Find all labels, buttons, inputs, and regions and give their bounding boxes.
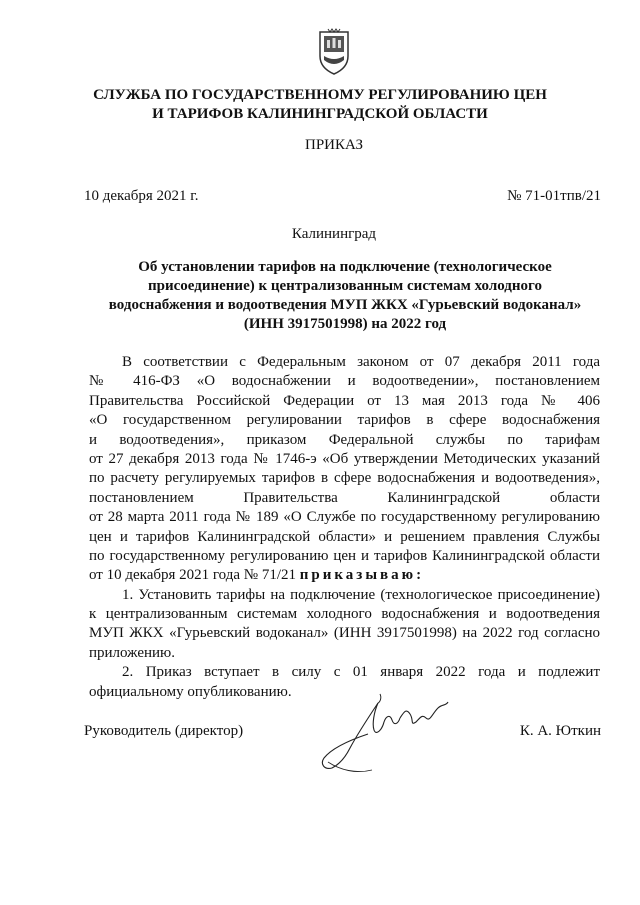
order-verb: приказываю: <box>299 567 425 584</box>
document-date: 10 декабря 2021 г. <box>84 188 199 204</box>
body-line-7: по расчету регулируемых тарифов в сфере водоснабжения и водоотведения», <box>89 470 600 487</box>
title-line-4: (ИНН 3917501998) на 2022 год <box>243 316 447 332</box>
signer-position: Руководитель (директор) <box>84 723 244 739</box>
body-line-4: «О государственном регулировании тарифов в сфере водоснабжения <box>89 412 600 429</box>
body-line-10: цен и тарифов Калининградской области» и решением правления Службы <box>89 528 600 545</box>
body-line-11: по государственному регулированию цен и тарифов Калининградской области <box>89 547 600 564</box>
signer-name: К. А. Юткин <box>519 723 601 739</box>
body-line-9: от 28 марта 2011 года № 189 «О Службе по государственному регулированию <box>89 509 600 526</box>
signature-image <box>310 678 460 788</box>
body-line-6: от 27 декабря 2013 года № 1746-э «Об утверждении Методических указаний <box>89 450 600 467</box>
title-line-2: присоединение) к централизованным системам холодного <box>148 278 542 294</box>
document-title <box>90 258 600 334</box>
clause-1-line-1: 1. Установить тарифы на подключение (технологическое присоединение) <box>122 586 600 603</box>
document-body <box>89 353 600 702</box>
clause-1-line-2: к централизованным системам холодного водоснабжения и водоотведения <box>89 606 600 623</box>
clause-2-line-2: официальному опубликованию. <box>89 683 292 700</box>
body-line-3: Правительства Российской Федерации от 13 мая 2013 года № 406 <box>89 392 600 409</box>
document-number: № 71-01тпв/21 <box>507 188 601 204</box>
document-type: ПРИКАЗ <box>305 137 363 153</box>
document-city: Калининград <box>291 226 377 242</box>
issuer-header <box>60 86 580 124</box>
title-line-3: водоснабжения и водоотведения МУП ЖКХ «Гурьевский водоканал» <box>108 297 582 313</box>
clause-1-line-3: МУП ЖКХ «Гурьевский водоканал» (ИНН 3917501998) на 2022 год согласно <box>89 625 600 642</box>
body-line-5: и водоотведения», приказом Федеральной службы по тарифам <box>89 431 600 448</box>
clause-2-line-1: 2. Приказ вступает в силу с 01 января 2022 года и подлежит <box>122 664 600 681</box>
title-line-1: Об установлении тарифов на подключение (технологическое <box>138 259 552 275</box>
issuer-header-line-1: СЛУЖБА ПО ГОСУДАРСТВЕННОМУ РЕГУЛИРОВАНИЮ ЦЕН <box>93 87 547 103</box>
issuer-header-line-2: И ТАРИФОВ КАЛИНИНГРАДСКОЙ ОБЛАСТИ <box>152 106 488 122</box>
clause-1-line-4: приложению. <box>89 644 176 661</box>
body-line-12-text: от 10 декабря 2021 года № 71/21 <box>89 567 297 584</box>
body-line-8: постановлением Правительства Калининградской области <box>89 489 600 506</box>
body-line-12 <box>89 566 600 585</box>
body-line-2: № 416-ФЗ «О водоснабжении и водоотведении», постановлением <box>89 373 600 390</box>
body-line-1: В соответствии с Федеральным законом от 07 декабря 2011 года <box>122 354 600 370</box>
coat-of-arms-icon <box>316 28 352 76</box>
